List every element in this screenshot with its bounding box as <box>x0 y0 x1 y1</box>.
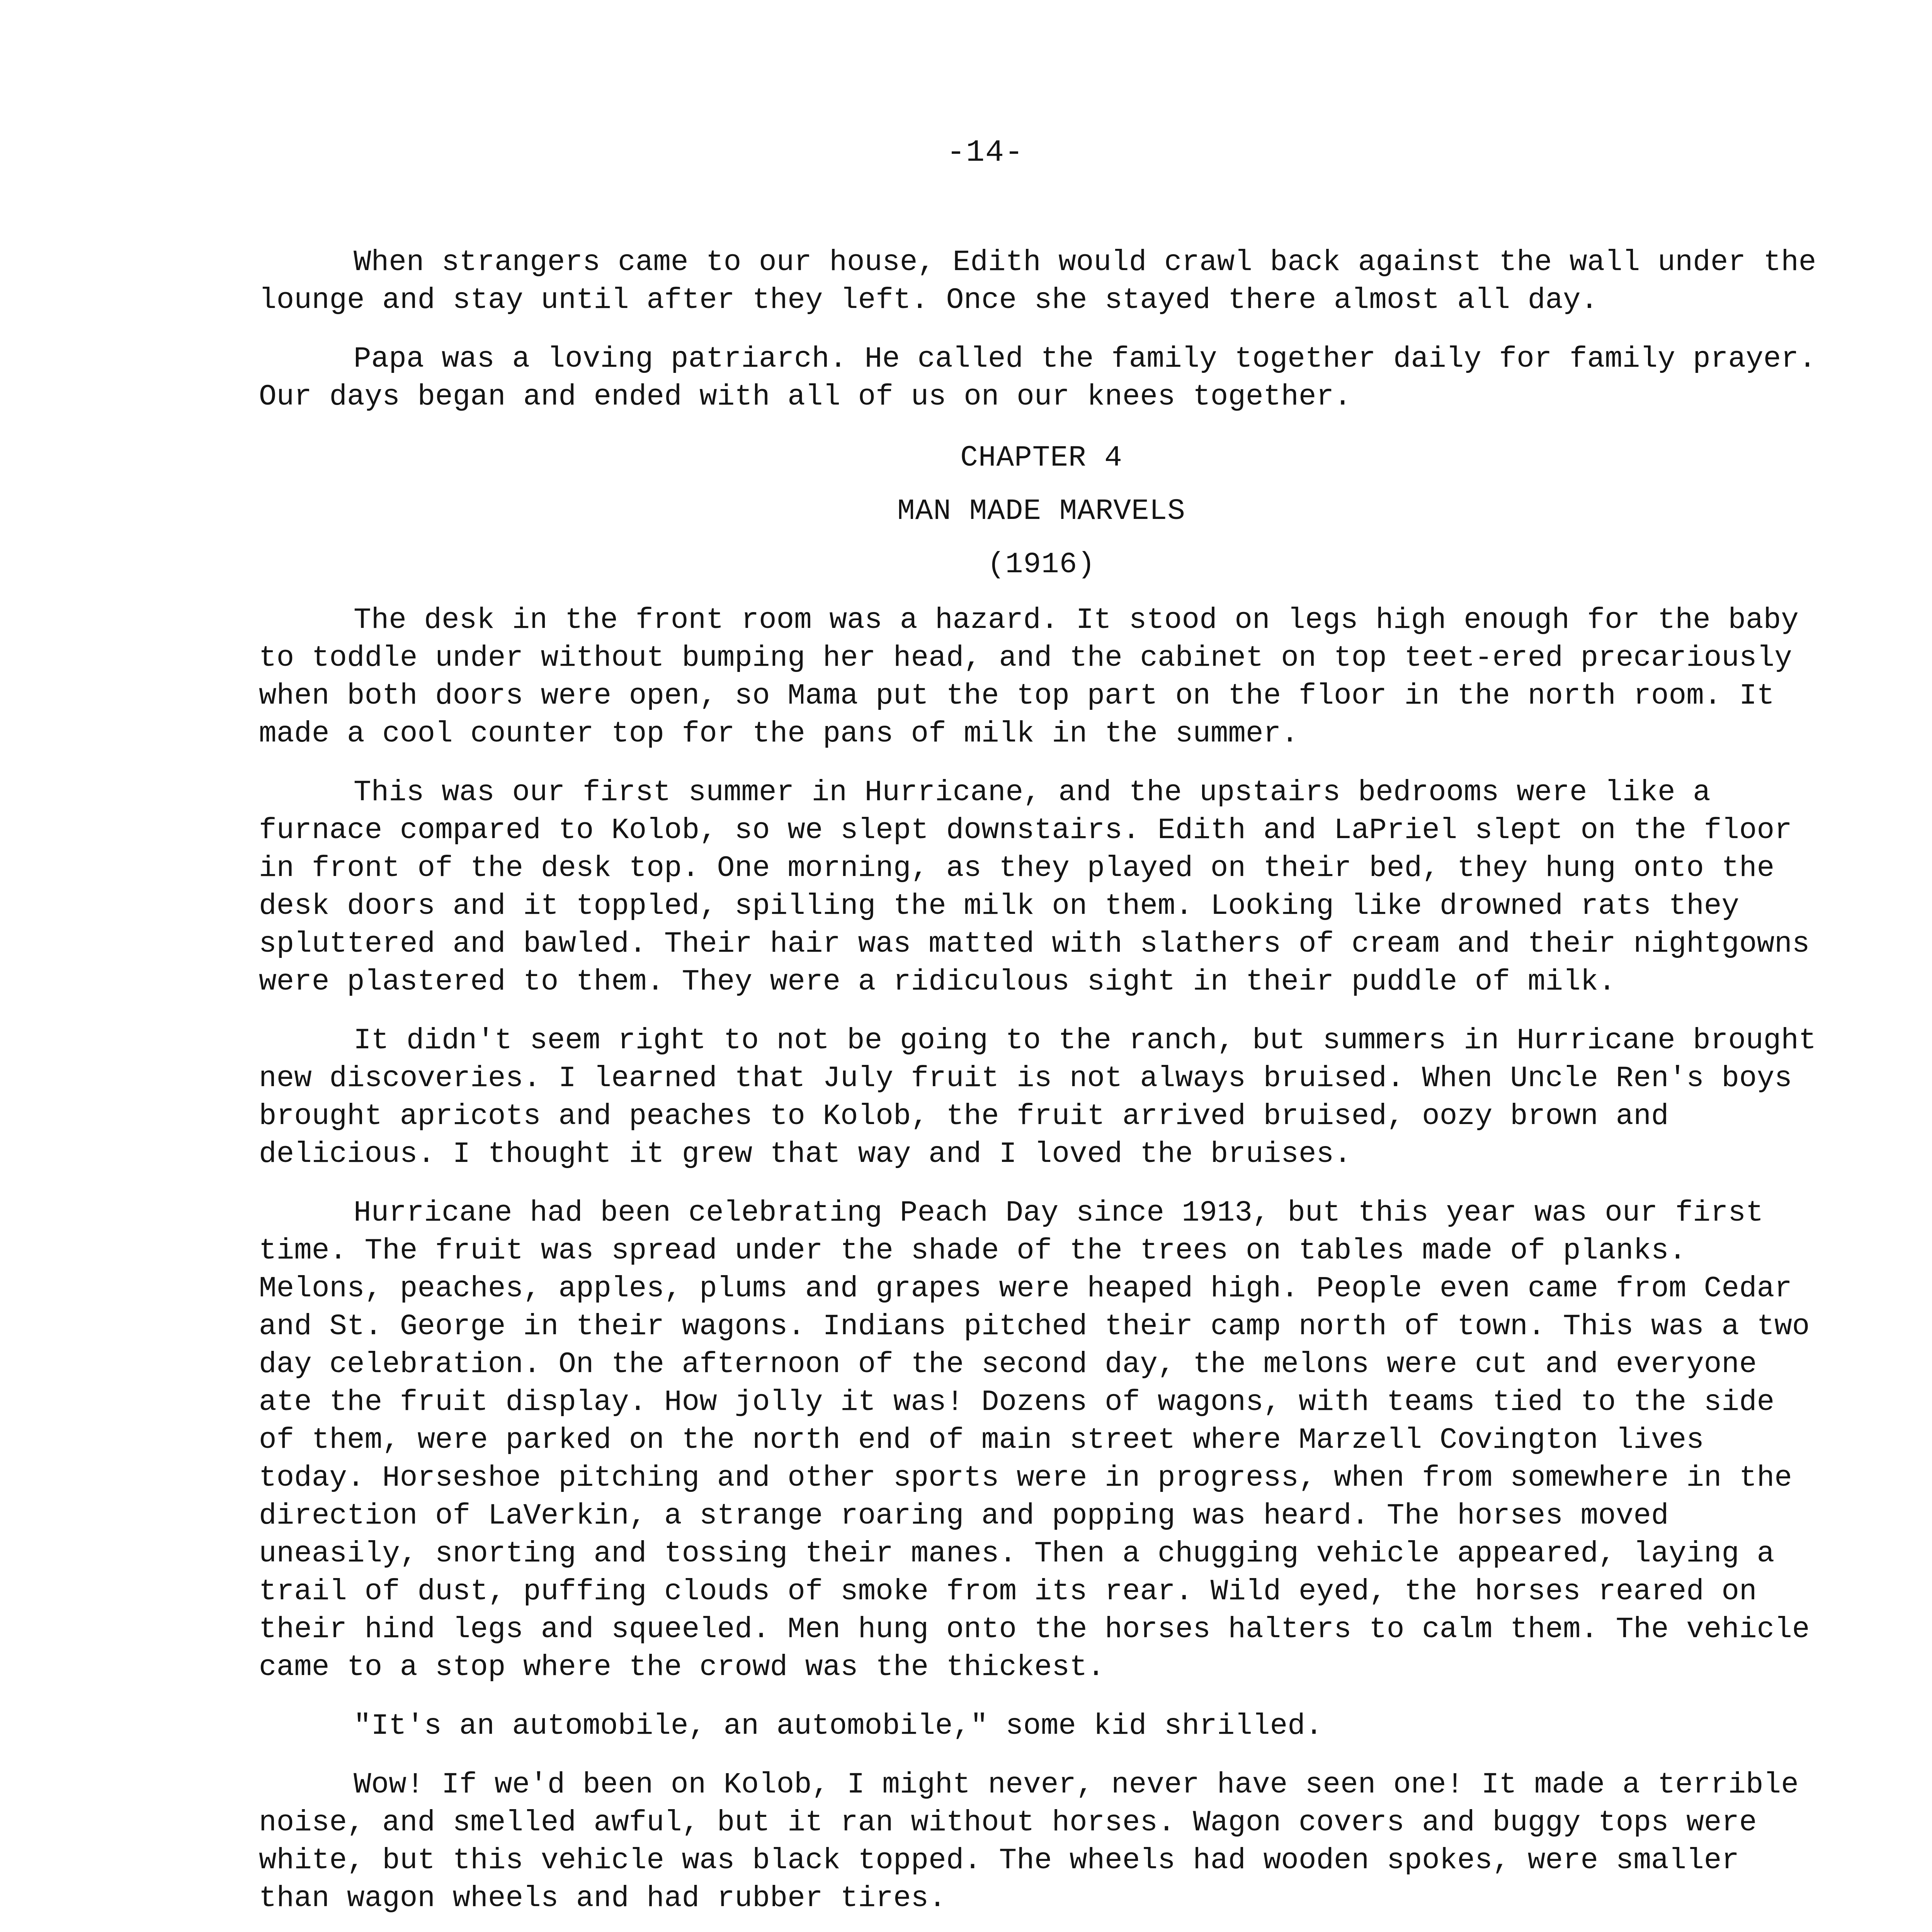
chapter-title: MAN MADE MARVELS <box>897 495 1185 528</box>
paragraph: "It's an automobile, an automobile," some kid shrilled. <box>354 1709 1323 1743</box>
paragraph: It didn't seem right to not be going to the ranch, but summers in Hurricane brought new discoveries. I learned that July fruit is not always bruised. When Uncle Ren's boys brought apricots and peaches to Kolob, the fruit arrived bruised, oozy brown and delicious. I thought it grew that way and I loved the bruises. <box>259 1024 1816 1171</box>
paragraph: Papa was a loving patriarch. He called the family together daily for family prayer. Our days began and ended with all of us on our knees together. <box>259 342 1816 413</box>
paragraph: The desk in the front room was a hazard. It stood on legs high enough for the baby to toddle under without bumping her head, and the cabinet on top teet-ered precariously when both doors were open, so Mama put the top part on the floor in the north room. It made a cool counter top for the pans of milk in the summer. <box>259 604 1799 750</box>
paragraph: This was our first summer in Hurricane, and the upstairs bedrooms were like a furnace compared to Kolob, so we slept downstairs. Edith and LaPriel slept on the floor in front of the desk top. One morning, as they played on their bed, they hung onto the desk doors and it toppled, spilling the milk on them. Looking like drowned rats they spluttered and bawled. Their hair was matted with slathers of cream and their nightgowns were plastered to them. They were a ridiculous sight in their puddle of milk. <box>259 776 1810 998</box>
page-number: -14- <box>946 135 1024 170</box>
body-text <box>259 243 1824 1932</box>
paragraph: When strangers came to our house, Edith would crawl back against the wall under the lounge and stay until after they left. Once she stayed there almost all day. <box>259 246 1816 317</box>
paragraph: Hurricane had been celebrating Peach Day since 1913, but this year was our first time. The fruit was spread under the shade of the trees on tables made of planks. Melons, peaches, apples, plums and grapes were heaped high. People even came from Cedar and St. George in their wagons. Indians pitched their camp north of town. This was a two day celebration. On the afternoon of the second day, the melons were cut and everyone ate the fruit display. How jolly it was! Dozens of wagons, with teams tied to the side of them, were parked on the north end of main street where Marzell Covington lives today. Horseshoe pitching and other sports were in progress, when from somewhere in the direction of LaVerkin, a strange roaring and popping was heard. The horses moved uneasily, snorting and tossing their manes. Then a chugging vehicle appeared, laying a trail of dust, puffing clouds of smoke from its rear. Wild eyed, the horses reared on their hind legs and squeeled. Men hung onto the horses halters to calm them. The vehicle came to a stop where the crowd was the thickest. <box>259 1196 1810 1684</box>
chapter-year: (1916) <box>987 548 1095 581</box>
chapter-number: CHAPTER 4 <box>960 441 1122 474</box>
paragraph: Wow! If we'd been on Kolob, I might never, never have seen one! It made a terrible noise, and smelled awful, but it ran without horses. Wagon covers and buggy tops were white, but this vehicle was black topped. The wheels had wooden spokes, were smaller than wagon wheels and had rubber tires. <box>259 1768 1799 1915</box>
